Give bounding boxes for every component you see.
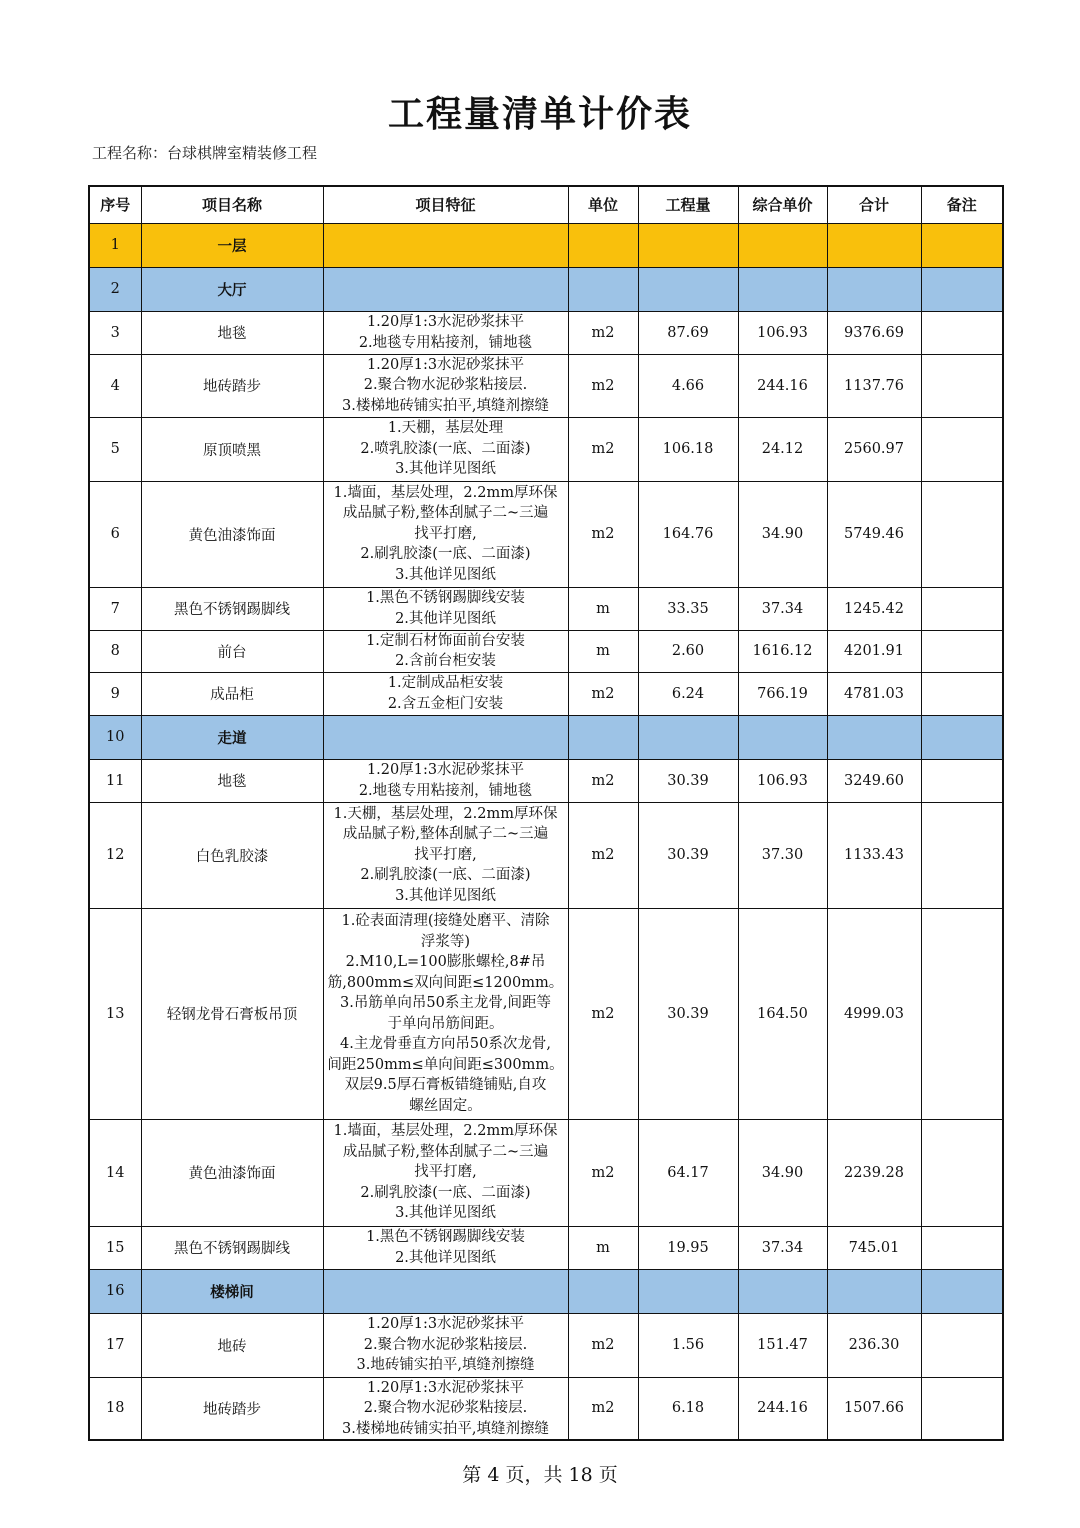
feature-line: 1.天棚，基层处理，2.2mm厚环保 bbox=[333, 805, 558, 822]
item-unit: m2 bbox=[568, 1377, 638, 1440]
item-unit-price: 37.34 bbox=[738, 587, 827, 630]
feature-line: 1.20厚1:3水泥砂浆抹平 bbox=[366, 356, 525, 373]
item-quantity: 6.18 bbox=[638, 1377, 738, 1440]
row-no: 8 bbox=[89, 630, 141, 672]
row-no: 1 bbox=[89, 223, 141, 267]
empty-cell bbox=[738, 267, 827, 311]
feature-line: 3.其他详见图纸 bbox=[395, 566, 496, 583]
item-total: 9376.69 bbox=[827, 311, 921, 354]
header-row bbox=[89, 186, 1003, 223]
row-no: 3 bbox=[89, 311, 141, 354]
item-unit-price: 766.19 bbox=[738, 672, 827, 715]
item-remarks bbox=[921, 481, 1003, 587]
item-name: 黑色不锈钢踢脚线 bbox=[141, 1226, 323, 1269]
item-total: 5749.46 bbox=[827, 481, 921, 587]
section-row bbox=[89, 1269, 1003, 1313]
item-features bbox=[323, 481, 568, 587]
feature-line: 1.墙面，基层处理，2.2mm厚环保 bbox=[333, 1123, 558, 1140]
empty-cell bbox=[921, 1269, 1003, 1313]
feature-line: 1.20厚1:3水泥砂浆抹平 bbox=[366, 1379, 525, 1396]
feature-line: 2.刷乳胶漆(一底、二面漆) bbox=[360, 546, 531, 563]
table-row bbox=[89, 354, 1003, 417]
feature-line: 2.聚合物水泥砂浆粘接层. bbox=[363, 1400, 528, 1416]
item-total: 3249.60 bbox=[827, 759, 921, 802]
empty-cell bbox=[638, 1269, 738, 1313]
col-header-no: 序号 bbox=[89, 186, 141, 223]
row-no: 14 bbox=[89, 1119, 141, 1226]
item-remarks bbox=[921, 759, 1003, 802]
empty-cell bbox=[323, 715, 568, 759]
col-header-unit-price: 综合单价 bbox=[738, 186, 827, 223]
empty-cell bbox=[827, 715, 921, 759]
item-unit: m2 bbox=[568, 802, 638, 908]
empty-cell bbox=[638, 223, 738, 267]
empty-cell bbox=[638, 715, 738, 759]
item-total: 2560.97 bbox=[827, 417, 921, 481]
item-features bbox=[323, 672, 568, 715]
table-row bbox=[89, 802, 1003, 908]
item-name: 地砖踏步 bbox=[141, 1377, 323, 1440]
feature-line: 2.M10,L=100膨胀螺栓,8#吊 bbox=[345, 954, 546, 970]
table-row bbox=[89, 1313, 1003, 1377]
page-title: 工程量清单计价表 bbox=[387, 94, 692, 135]
feature-line: 成品腻子粉,整体刮腻子二~三遍 bbox=[342, 826, 549, 843]
item-unit: m2 bbox=[568, 1313, 638, 1377]
section-row bbox=[89, 715, 1003, 759]
empty-cell bbox=[568, 223, 638, 267]
item-quantity: 1.56 bbox=[638, 1313, 738, 1377]
table-row bbox=[89, 1119, 1003, 1226]
table-row bbox=[89, 1377, 1003, 1440]
empty-cell bbox=[568, 1269, 638, 1313]
section-row bbox=[89, 267, 1003, 311]
feature-line: 螺丝固定。 bbox=[409, 1097, 482, 1114]
feature-line: 4.主龙骨垂直方向吊50系次龙骨, bbox=[340, 1036, 551, 1052]
table-row bbox=[89, 1226, 1003, 1269]
item-name: 成品柜 bbox=[141, 672, 323, 715]
section-name: 楼梯间 bbox=[141, 1269, 323, 1313]
item-unit: m2 bbox=[568, 672, 638, 715]
item-unit-price: 164.50 bbox=[738, 908, 827, 1119]
feature-line: 3.地砖铺实拍平,填缝剂擦缝 bbox=[356, 1357, 535, 1374]
table-row bbox=[89, 630, 1003, 672]
feature-line: 找平打磨, bbox=[414, 1164, 477, 1181]
item-name: 白色乳胶漆 bbox=[141, 802, 323, 908]
item-unit-price: 34.90 bbox=[738, 1119, 827, 1226]
feature-line: 3.楼梯地砖铺实拍平,填缝剂擦缝 bbox=[342, 1420, 549, 1437]
item-quantity: 19.95 bbox=[638, 1226, 738, 1269]
feature-line: 1.定制石材饰面前台安装 bbox=[366, 632, 525, 649]
item-quantity: 64.17 bbox=[638, 1119, 738, 1226]
item-name: 原顶喷黑 bbox=[141, 417, 323, 481]
item-features bbox=[323, 1226, 568, 1269]
table-row bbox=[89, 672, 1003, 715]
col-header-name: 项目名称 bbox=[141, 186, 323, 223]
item-unit: m2 bbox=[568, 759, 638, 802]
page-footer: 第 4 页，共 18 页 bbox=[462, 1464, 618, 1486]
item-total: 1245.42 bbox=[827, 587, 921, 630]
item-features bbox=[323, 311, 568, 354]
table-row bbox=[89, 417, 1003, 481]
row-no: 13 bbox=[89, 908, 141, 1119]
feature-line: 浮浆等) bbox=[420, 933, 471, 950]
item-remarks bbox=[921, 672, 1003, 715]
row-no: 18 bbox=[89, 1377, 141, 1440]
item-name: 轻钢龙骨石膏板吊顶 bbox=[141, 908, 323, 1119]
section-name: 走道 bbox=[141, 715, 323, 759]
feature-line: 1.黑色不锈钢踢脚线安装 bbox=[366, 590, 525, 606]
item-features bbox=[323, 759, 568, 802]
feature-line: 2.其他详见图纸 bbox=[395, 1249, 496, 1266]
item-quantity: 30.39 bbox=[638, 759, 738, 802]
row-no: 16 bbox=[89, 1269, 141, 1313]
section-name: 大厅 bbox=[141, 267, 323, 311]
feature-line: 1.墙面，基层处理，2.2mm厚环保 bbox=[333, 484, 558, 501]
item-remarks bbox=[921, 587, 1003, 630]
col-header-quantity: 工程量 bbox=[638, 186, 738, 223]
item-quantity: 106.18 bbox=[638, 417, 738, 481]
item-unit: m2 bbox=[568, 481, 638, 587]
item-name: 地毯 bbox=[141, 759, 323, 802]
empty-cell bbox=[323, 267, 568, 311]
bill-of-quantities-table bbox=[88, 185, 1004, 1441]
item-remarks bbox=[921, 354, 1003, 417]
feature-line: 1.20厚1:3水泥砂浆抹平 bbox=[366, 314, 525, 330]
item-total: 2239.28 bbox=[827, 1119, 921, 1226]
col-header-unit: 单位 bbox=[568, 186, 638, 223]
project-name: 工程名称：台球棋牌室精装修工程 bbox=[92, 144, 318, 162]
feature-line: 3.其他详见图纸 bbox=[395, 887, 496, 904]
feature-line: 2.其他详见图纸 bbox=[395, 610, 496, 627]
feature-line: 2.聚合物水泥砂浆粘接层. bbox=[363, 1336, 528, 1353]
item-features bbox=[323, 417, 568, 481]
item-remarks bbox=[921, 1313, 1003, 1377]
row-no: 15 bbox=[89, 1226, 141, 1269]
table-row bbox=[89, 759, 1003, 802]
feature-line: 2.地毯专用粘接剂，铺地毯 bbox=[358, 782, 533, 799]
item-unit: m bbox=[568, 1226, 638, 1269]
item-unit-price: 106.93 bbox=[738, 311, 827, 354]
item-total: 1133.43 bbox=[827, 802, 921, 908]
item-unit: m2 bbox=[568, 354, 638, 417]
feature-line: 2.刷乳胶漆(一底、二面漆) bbox=[360, 867, 531, 884]
item-total: 745.01 bbox=[827, 1226, 921, 1269]
item-features bbox=[323, 354, 568, 417]
feature-line: 2.喷乳胶漆(一底、二面漆) bbox=[360, 440, 531, 457]
item-unit-price: 106.93 bbox=[738, 759, 827, 802]
table-row bbox=[89, 587, 1003, 630]
table-row bbox=[89, 481, 1003, 587]
item-unit-price: 37.34 bbox=[738, 1226, 827, 1269]
item-features bbox=[323, 908, 568, 1119]
item-name: 黑色不锈钢踢脚线 bbox=[141, 587, 323, 630]
empty-cell bbox=[921, 223, 1003, 267]
empty-cell bbox=[568, 715, 638, 759]
item-name: 地毯 bbox=[141, 311, 323, 354]
feature-line: 3.其他详见图纸 bbox=[395, 461, 496, 478]
item-remarks bbox=[921, 908, 1003, 1119]
item-remarks bbox=[921, 417, 1003, 481]
item-name: 黄色油漆饰面 bbox=[141, 481, 323, 587]
item-quantity: 30.39 bbox=[638, 802, 738, 908]
item-unit-price: 151.47 bbox=[738, 1313, 827, 1377]
row-no: 17 bbox=[89, 1313, 141, 1377]
item-unit-price: 24.12 bbox=[738, 417, 827, 481]
row-no: 11 bbox=[89, 759, 141, 802]
feature-line: 3.吊筋单向吊50系主龙骨,间距等 bbox=[340, 995, 551, 1011]
row-no: 9 bbox=[89, 672, 141, 715]
row-no: 6 bbox=[89, 481, 141, 587]
item-unit-price: 244.16 bbox=[738, 354, 827, 417]
empty-cell bbox=[568, 267, 638, 311]
feature-line: 成品腻子粉,整体刮腻子二~三遍 bbox=[342, 505, 549, 522]
item-remarks bbox=[921, 1377, 1003, 1440]
feature-line: 成品腻子粉,整体刮腻子二~三遍 bbox=[342, 1143, 549, 1160]
feature-line: 2.含五金柜门安装 bbox=[387, 695, 504, 712]
row-no: 12 bbox=[89, 802, 141, 908]
item-quantity: 2.60 bbox=[638, 630, 738, 672]
item-unit-price: 34.90 bbox=[738, 481, 827, 587]
item-total: 236.30 bbox=[827, 1313, 921, 1377]
feature-line: 间距250mm≤单向间距≤300mm。 bbox=[327, 1056, 564, 1073]
item-remarks bbox=[921, 630, 1003, 672]
item-unit: m2 bbox=[568, 1119, 638, 1226]
empty-cell bbox=[827, 1269, 921, 1313]
item-name: 地砖 bbox=[141, 1313, 323, 1377]
col-header-remarks: 备注 bbox=[921, 186, 1003, 223]
empty-cell bbox=[738, 715, 827, 759]
item-features bbox=[323, 1313, 568, 1377]
empty-cell bbox=[323, 223, 568, 267]
empty-cell bbox=[638, 267, 738, 311]
feature-line: 1.黑色不锈钢踢脚线安装 bbox=[366, 1229, 525, 1245]
feature-line: 2.含前台柜安装 bbox=[395, 653, 496, 669]
row-no: 4 bbox=[89, 354, 141, 417]
feature-line: 找平打磨, bbox=[414, 525, 477, 542]
empty-cell bbox=[827, 223, 921, 267]
feature-line: 2.刷乳胶漆(一底、二面漆) bbox=[360, 1184, 531, 1201]
item-total: 1507.66 bbox=[827, 1377, 921, 1440]
item-features bbox=[323, 1377, 568, 1440]
feature-line: 1.20厚1:3水泥砂浆抹平 bbox=[366, 1316, 525, 1333]
feature-line: 找平打磨, bbox=[414, 846, 477, 863]
item-unit: m2 bbox=[568, 908, 638, 1119]
feature-line: 2.聚合物水泥砂浆粘接层. bbox=[363, 377, 528, 394]
feature-line: 3.其他详见图纸 bbox=[395, 1205, 496, 1222]
item-total: 4201.91 bbox=[827, 630, 921, 672]
section-row bbox=[89, 223, 1003, 267]
item-remarks bbox=[921, 1226, 1003, 1269]
row-no: 10 bbox=[89, 715, 141, 759]
row-no: 5 bbox=[89, 417, 141, 481]
table-row bbox=[89, 908, 1003, 1119]
col-header-total: 合计 bbox=[827, 186, 921, 223]
item-total: 4781.03 bbox=[827, 672, 921, 715]
item-features bbox=[323, 630, 568, 672]
item-remarks bbox=[921, 311, 1003, 354]
empty-cell bbox=[323, 1269, 568, 1313]
table-row bbox=[89, 311, 1003, 354]
feature-line: 筋,800mm≤双向间距≤1200mm。 bbox=[327, 974, 564, 991]
item-total: 4999.03 bbox=[827, 908, 921, 1119]
item-unit: m2 bbox=[568, 311, 638, 354]
item-total: 1137.76 bbox=[827, 354, 921, 417]
item-remarks bbox=[921, 802, 1003, 908]
item-quantity: 87.69 bbox=[638, 311, 738, 354]
item-unit-price: 1616.12 bbox=[738, 630, 827, 672]
empty-cell bbox=[738, 1269, 827, 1313]
item-features bbox=[323, 802, 568, 908]
item-features bbox=[323, 587, 568, 630]
feature-line: 1.砼表面清理(接缝处磨平、清除 bbox=[341, 913, 550, 929]
item-unit: m2 bbox=[568, 417, 638, 481]
item-quantity: 30.39 bbox=[638, 908, 738, 1119]
empty-cell bbox=[827, 267, 921, 311]
item-unit-price: 37.30 bbox=[738, 802, 827, 908]
item-remarks bbox=[921, 1119, 1003, 1226]
item-unit-price: 244.16 bbox=[738, 1377, 827, 1440]
feature-line: 3.楼梯地砖铺实拍平,填缝剂擦缝 bbox=[342, 397, 549, 414]
feature-line: 2.地毯专用粘接剂，铺地毯 bbox=[358, 334, 533, 351]
item-name: 黄色油漆饰面 bbox=[141, 1119, 323, 1226]
empty-cell bbox=[738, 223, 827, 267]
section-name: 一层 bbox=[141, 223, 323, 267]
item-quantity: 6.24 bbox=[638, 672, 738, 715]
item-quantity: 164.76 bbox=[638, 481, 738, 587]
col-header-features: 项目特征 bbox=[323, 186, 568, 223]
feature-line: 于单向吊筋间距。 bbox=[387, 1015, 504, 1032]
feature-line: 1.天棚，基层处理 bbox=[387, 420, 504, 437]
feature-line: 双层9.5厚石膏板错缝铺贴,自攻 bbox=[344, 1077, 547, 1093]
feature-line: 1.定制成品柜安装 bbox=[387, 675, 504, 691]
row-no: 7 bbox=[89, 587, 141, 630]
item-unit: m bbox=[568, 587, 638, 630]
item-name: 前台 bbox=[141, 630, 323, 672]
feature-line: 1.20厚1:3水泥砂浆抹平 bbox=[366, 762, 525, 778]
empty-cell bbox=[921, 267, 1003, 311]
item-quantity: 33.35 bbox=[638, 587, 738, 630]
item-name: 地砖踏步 bbox=[141, 354, 323, 417]
empty-cell bbox=[921, 715, 1003, 759]
row-no: 2 bbox=[89, 267, 141, 311]
item-features bbox=[323, 1119, 568, 1226]
item-unit: m bbox=[568, 630, 638, 672]
item-quantity: 4.66 bbox=[638, 354, 738, 417]
